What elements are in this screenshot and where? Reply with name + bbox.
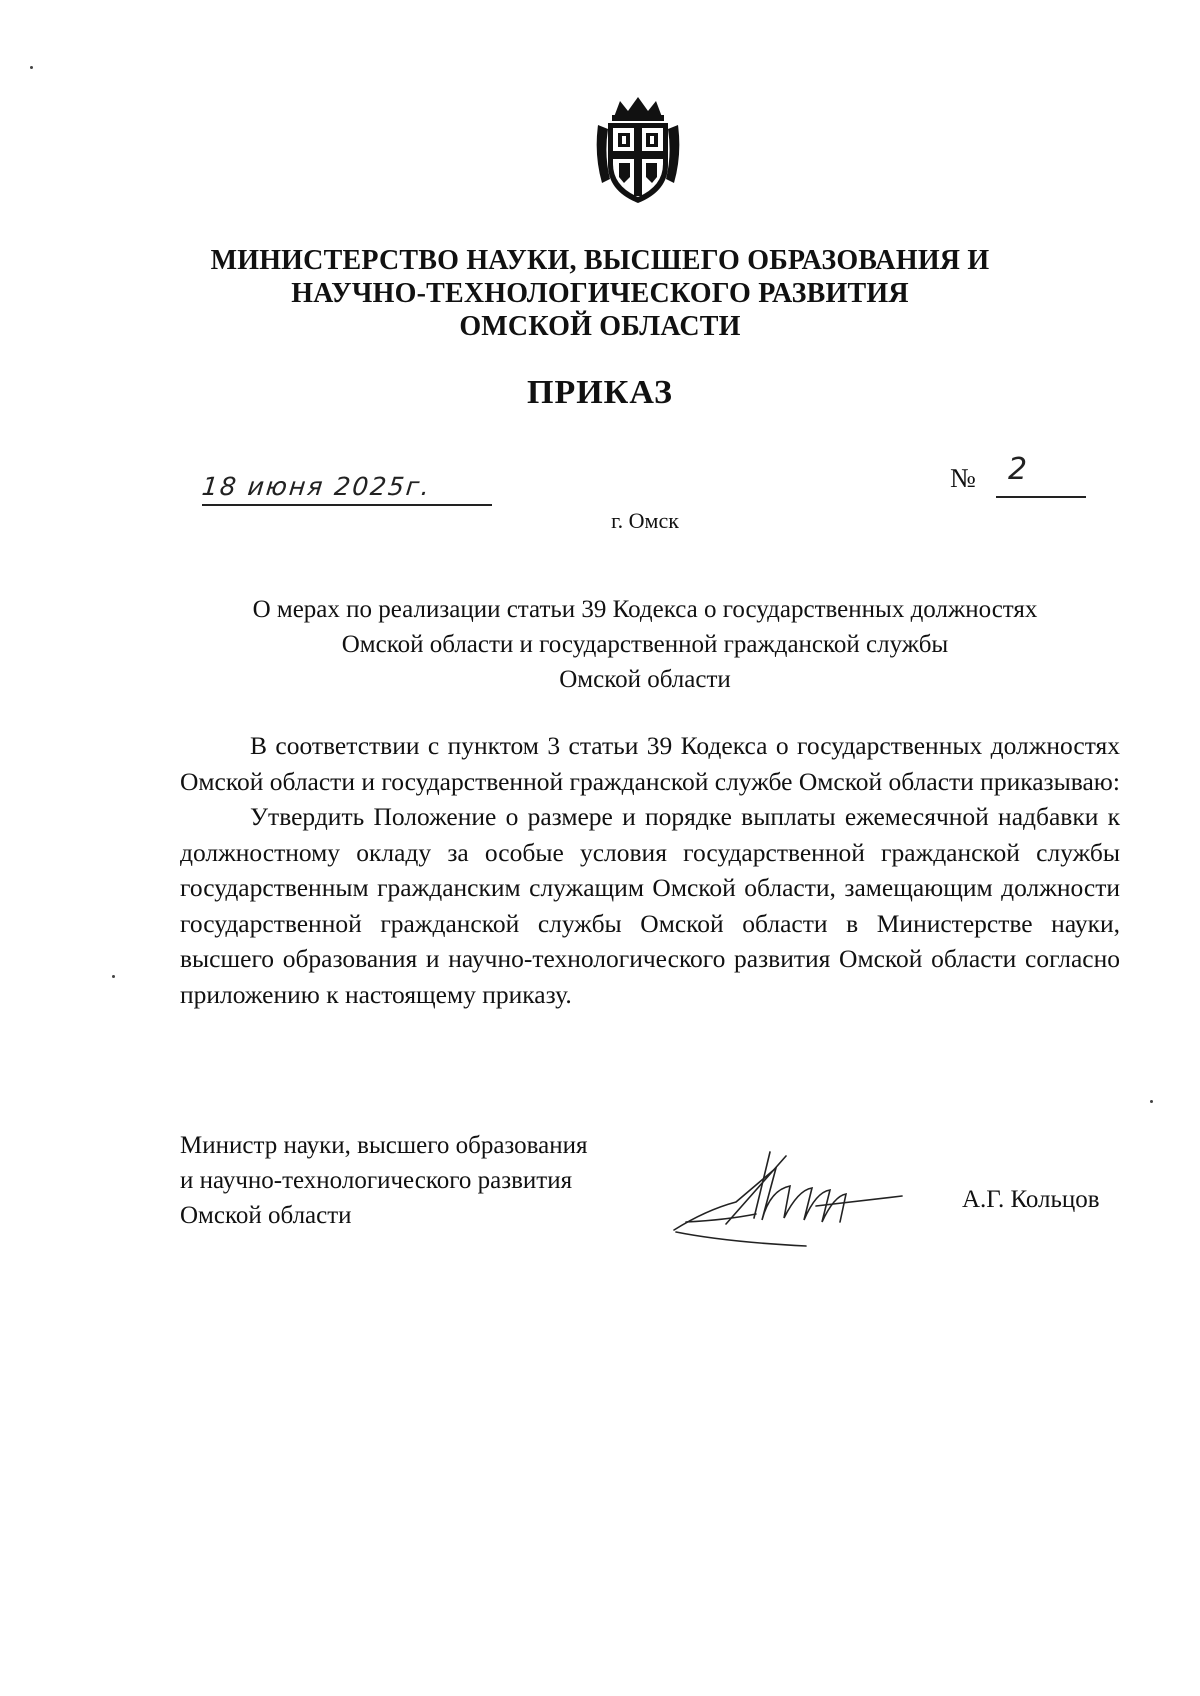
body-paragraph-2: Утвердить Положение о размере и порядке выплаты ежемесячной надбавки к должностному окладу за особые условия государственной гражданской службы государственным гражданским служащим Омской области, замещающим должности государственной гражданской службы Омской области в Министерстве науки, высшего образования и научно-технологического развития Омской области согласно приложению к настоящему приказу. <box>180 802 1120 1009</box>
signatory-title-line-3: Омской области <box>180 1202 352 1229</box>
document-date-text: 18 июня 2025г. <box>200 472 433 501</box>
document-place: г. Омск <box>611 508 679 533</box>
body-paragraph-1: В соответствии с пунктом 3 статьи 39 Кодекса о государственных должностях Омской области и государственной гражданской службе Омской области приказываю: <box>180 731 1120 796</box>
scan-speck <box>112 975 115 978</box>
scan-speck <box>30 66 33 69</box>
number-label: № <box>950 463 976 493</box>
scan-speck <box>1150 1100 1153 1103</box>
organization-line-2: НАУЧНО-ТЕХНОЛОГИЧЕСКОГО РАЗВИТИЯ <box>291 278 909 309</box>
number-underline <box>996 496 1086 498</box>
handwritten-signature <box>666 1150 906 1260</box>
omsk-region-coat-of-arms-icon <box>592 95 684 207</box>
document-subject <box>0 592 1200 697</box>
subject-line-3: Омской области <box>559 666 731 693</box>
subject-line-2: Омской области и государственной гражданской службы <box>341 631 949 658</box>
organization-name <box>0 244 1200 343</box>
signatory-title-line-1: Министр науки, высшего образования <box>180 1132 588 1159</box>
subject-line-1: О мерах по реализации статьи 39 Кодекса о государственных должностях <box>252 596 1038 623</box>
number-value: 2 <box>1008 452 1028 487</box>
coat-of-arms-emblem <box>592 95 684 207</box>
signer-name: А.Г. Кольцов <box>962 1186 1100 1213</box>
organization-line-1: МИНИСТЕРСТВО НАУКИ, ВЫСШЕГО ОБРАЗОВАНИЯ И <box>210 245 990 276</box>
document-date <box>202 472 492 506</box>
signatory-title <box>180 1128 587 1233</box>
signatory-title-line-2: и научно-технологического развития <box>180 1167 573 1194</box>
document-number <box>950 452 1086 500</box>
document-body <box>180 728 1120 1012</box>
organization-line-3: ОМСКОЙ ОБЛАСТИ <box>459 311 741 342</box>
document-type-title: ПРИКАЗ <box>527 374 673 411</box>
date-underline <box>202 504 492 506</box>
